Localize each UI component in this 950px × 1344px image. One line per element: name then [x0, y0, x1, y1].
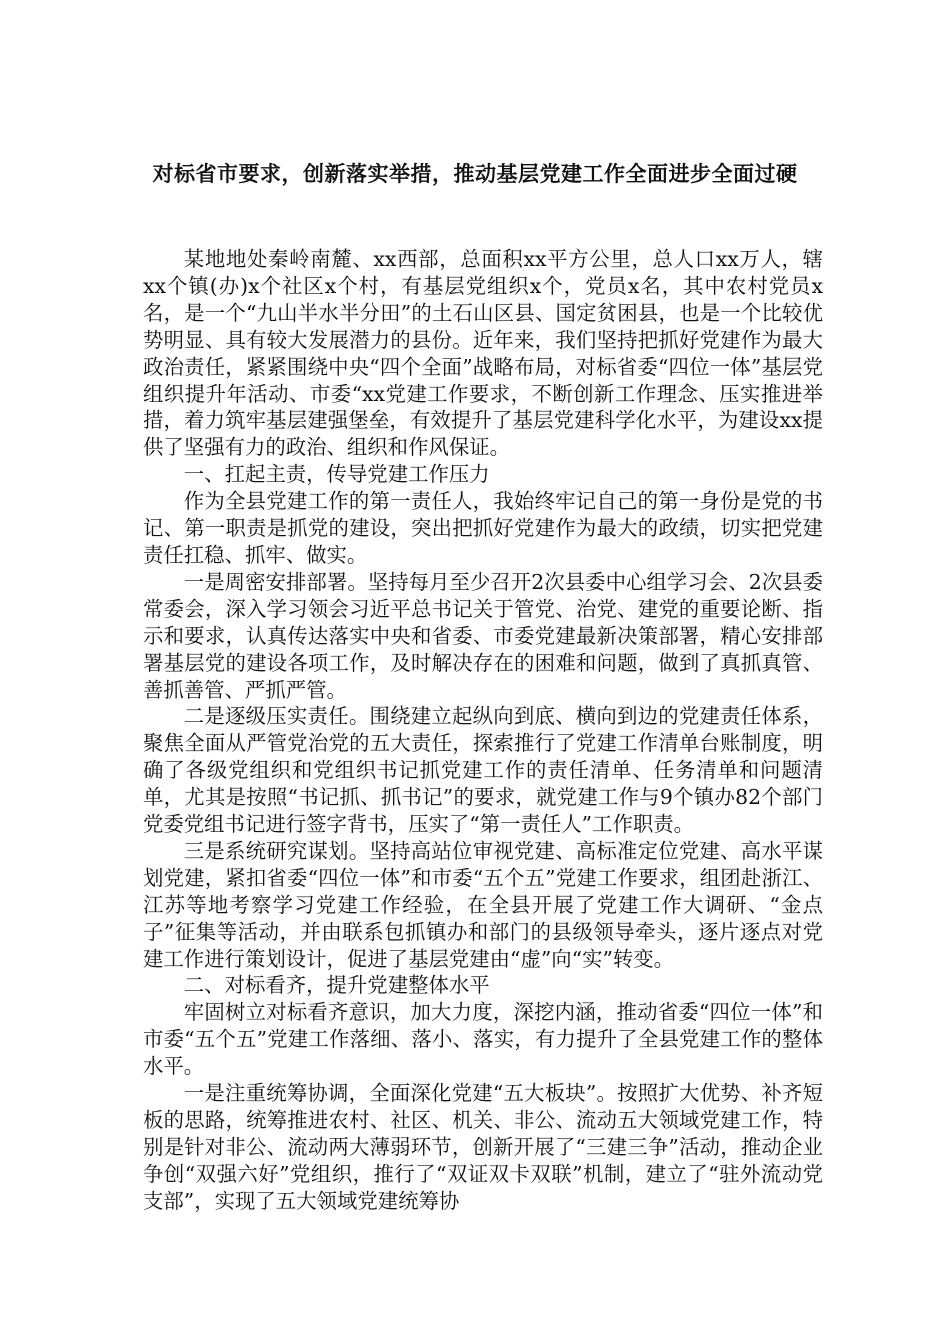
heading-section-1: 一、扛起主责，传导党建工作压力	[183, 462, 490, 487]
paragraph-point-3: 三是系统研究谋划。坚持高站位审视党建、高标准定位党建、高水平谋划党建，紧扣省委“四位一体”和市委“五个五”党建工作要求，组团赴浙江、江苏等地考察学习党建工作经验，在全县开展了党建工作大调研、“金点子”征集等活动，并由联系包抓镇办和部门的县级领导牵头，逐片逐点对党建工作进行策划设计，促进了基层党建由“虚”向“实”转变。	[143, 838, 823, 971]
paragraph-intro: 某地地处秦岭南麓、xx西部，总面积xx平方公里，总人口xx万人，辖xx个镇(办)x个社区x个村，有基层党组织x个，党员x名，其中农村党员x名，是一个“九山半水半分田”的土石山区县、国定贫困县，也是一个比较优势明显、具有较大发展潜力的县份。近年来，我们坚持把抓好党建作为最大政治责任，紧紧围绕中央“四个全面”战略布局，对标省委“四位一体”基层党组织提升年活动、市委“xx党建工作要求，不断创新工作理念、压实推进举措，着力筑牢基层建强堡垒，有效提升了基层党建科学化水平，为建设xx提供了坚强有力的政治、组织和作风保证。	[143, 247, 823, 460]
paragraph-section-2-intro: 牢固树立对标看齐意识，加大力度，深挖内涵，推动省委“四位一体”和市委“五个五”党建工作落细、落小、落实，有力提升了全县党建工作的整体水平。	[143, 1000, 823, 1079]
paragraph-point-1: 一是周密安排部署。坚持每月至少召开2次县委中心组学习会、2次县委常委会，深入学习领会习近平总书记关于管党、治党、建党的重要论断、指示和要求，认真传达落实中央和省委、市委党建最新决策部署，精心安排部署基层党的建设各项工作，及时解决存在的困难和问题，做到了真抓真管、善抓善管、严抓严管。	[143, 569, 823, 702]
paragraph-section-1-intro: 作为全县党建工作的第一责任人，我始终牢记自己的第一身份是党的书记、第一职责是抓党的建设，突出把抓好党建作为最大的政绩，切实把党建责任扛稳、抓牢、做实。	[143, 489, 823, 567]
heading-section-2: 二、对标看齐，提升党建整体水平	[183, 973, 490, 998]
document-title: 对标省市要求，创新落实举措，推动基层党建工作全面进步全面过硬	[152, 161, 798, 186]
paragraph-section-2-point-1: 一是注重统筹协调，全面深化党建“五大板块”。按照扩大优势、补齐短板的思路，统筹推进农村、社区、机关、非公、流动五大领域党建工作，特别是针对非公、流动两大薄弱环节，创新开展了“三建三争”活动，推动企业争创“双强六好”党组织，推行了“双证双卡双联”机制，建立了“驻外流动党支部”，实现了五大领域党建统筹协	[143, 1081, 823, 1213]
document-body	[143, 246, 823, 1215]
paragraph-point-2: 二是逐级压实责任。围绕建立起纵向到底、横向到边的党建责任体系，聚焦全面从严管党治党的五大责任，探索推行了党建工作清单台账制度，明确了各级党组织和党组织书记抓党建工作的责任清单、任务清单和问题清单，尤其是按照“书记抓、抓书记”的要求，就党建工作与9个镇办82个部门党委党组书记进行签字背书，压实了“第一责任人”工作职责。	[143, 704, 823, 837]
